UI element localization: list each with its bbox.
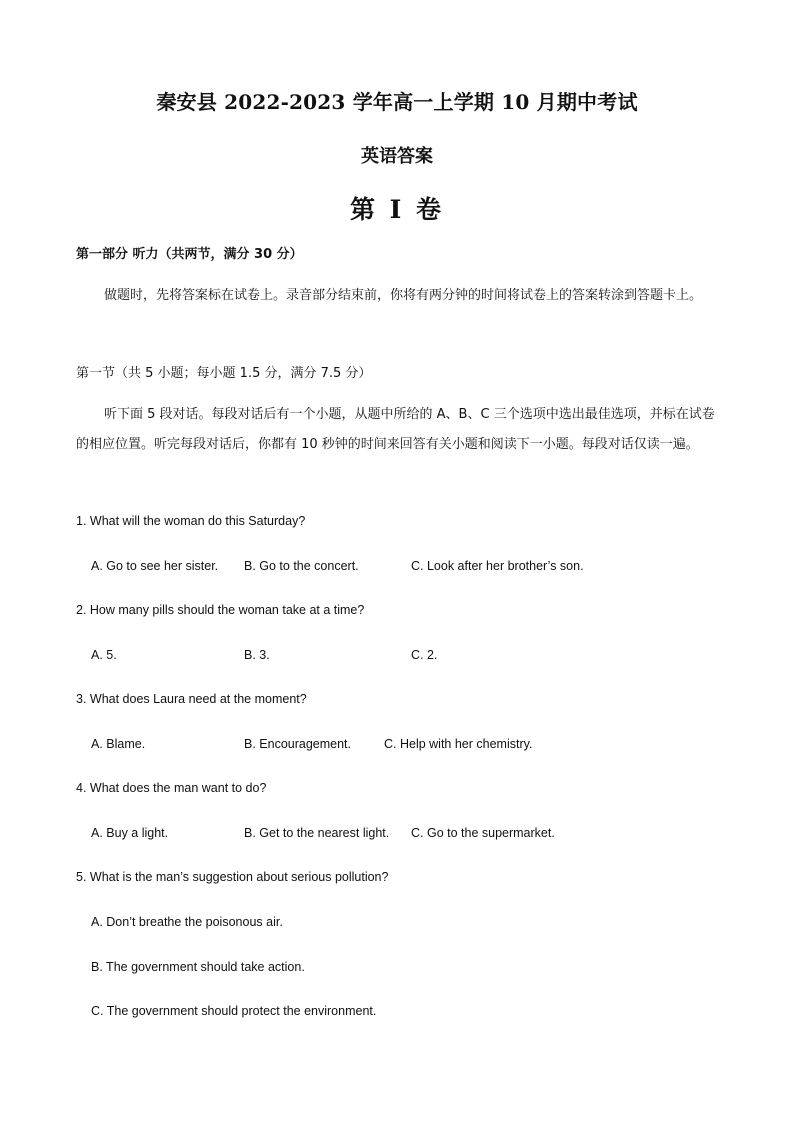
question-2-stem: 2. How many pills should the woman take at a time? [76,603,365,617]
part1-instructions: 做题时，先将答案标在试卷上。录音部分结束前，你将有两分钟的时间将试卷上的答案转涂到答题卡上。 [104,288,703,303]
question-1-option-b: B. Go to the concert. [244,559,359,573]
question-4-stem: 4. What does the man want to do? [76,781,267,795]
question-1-stem: 1. What will the woman do this Saturday? [76,514,306,528]
subject-title: 英语答案 [361,146,433,167]
question-2-option-b: B. 3. [244,648,270,662]
volume-title: 第 I 卷 [349,195,445,224]
question-5-option-b: B. The government should take action. [91,960,305,974]
question-3-stem: 3. What does Laura need at the moment? [76,692,307,706]
question-4-option-a: A. Buy a light. [91,826,169,840]
question-3-option-c: C. Help with her chemistry. [384,737,533,751]
section1-instructions: 听下面 5 段对话。每段对话后有一个小题，从题中所给的 A、B、C 三个选项中选出最佳选项，并标在试卷的相应位置。听完每段对话后，你都有 10 秒钟的时间来回答有关小题和阅读下一小题。每段对话仅读一遍。 [76,407,715,452]
question-1-option-a: A. Go to see her sister. [91,559,219,573]
question-4-option-c: C. Go to the supermarket. [411,826,555,840]
question-1-option-c: C. Look after her brother’s son. [411,559,584,573]
part1-heading: 第一部分 听力（共两节，满分 30 分） [76,247,303,262]
question-4-option-b: B. Get to the nearest light. [244,826,390,840]
question-2-option-a: A. 5. [91,648,117,662]
exam-title: 秦安县 2022-2023 学年高一上学期 10 月期中考试 [156,90,638,114]
section1-heading: 第一节（共 5 小题；每小题 1.5 分，满分 7.5 分） [76,366,372,381]
question-3-option-a: A. Blame. [91,737,146,751]
question-2-option-c: C. 2. [411,648,438,662]
question-5-option-a: A. Don’t breathe the poisonous air. [91,915,283,929]
question-5-option-c: C. The government should protect the environment. [91,1004,377,1018]
question-5-stem: 5. What is the man’s suggestion about serious pollution? [76,870,389,884]
question-3-option-b: B. Encouragement. [244,737,352,751]
